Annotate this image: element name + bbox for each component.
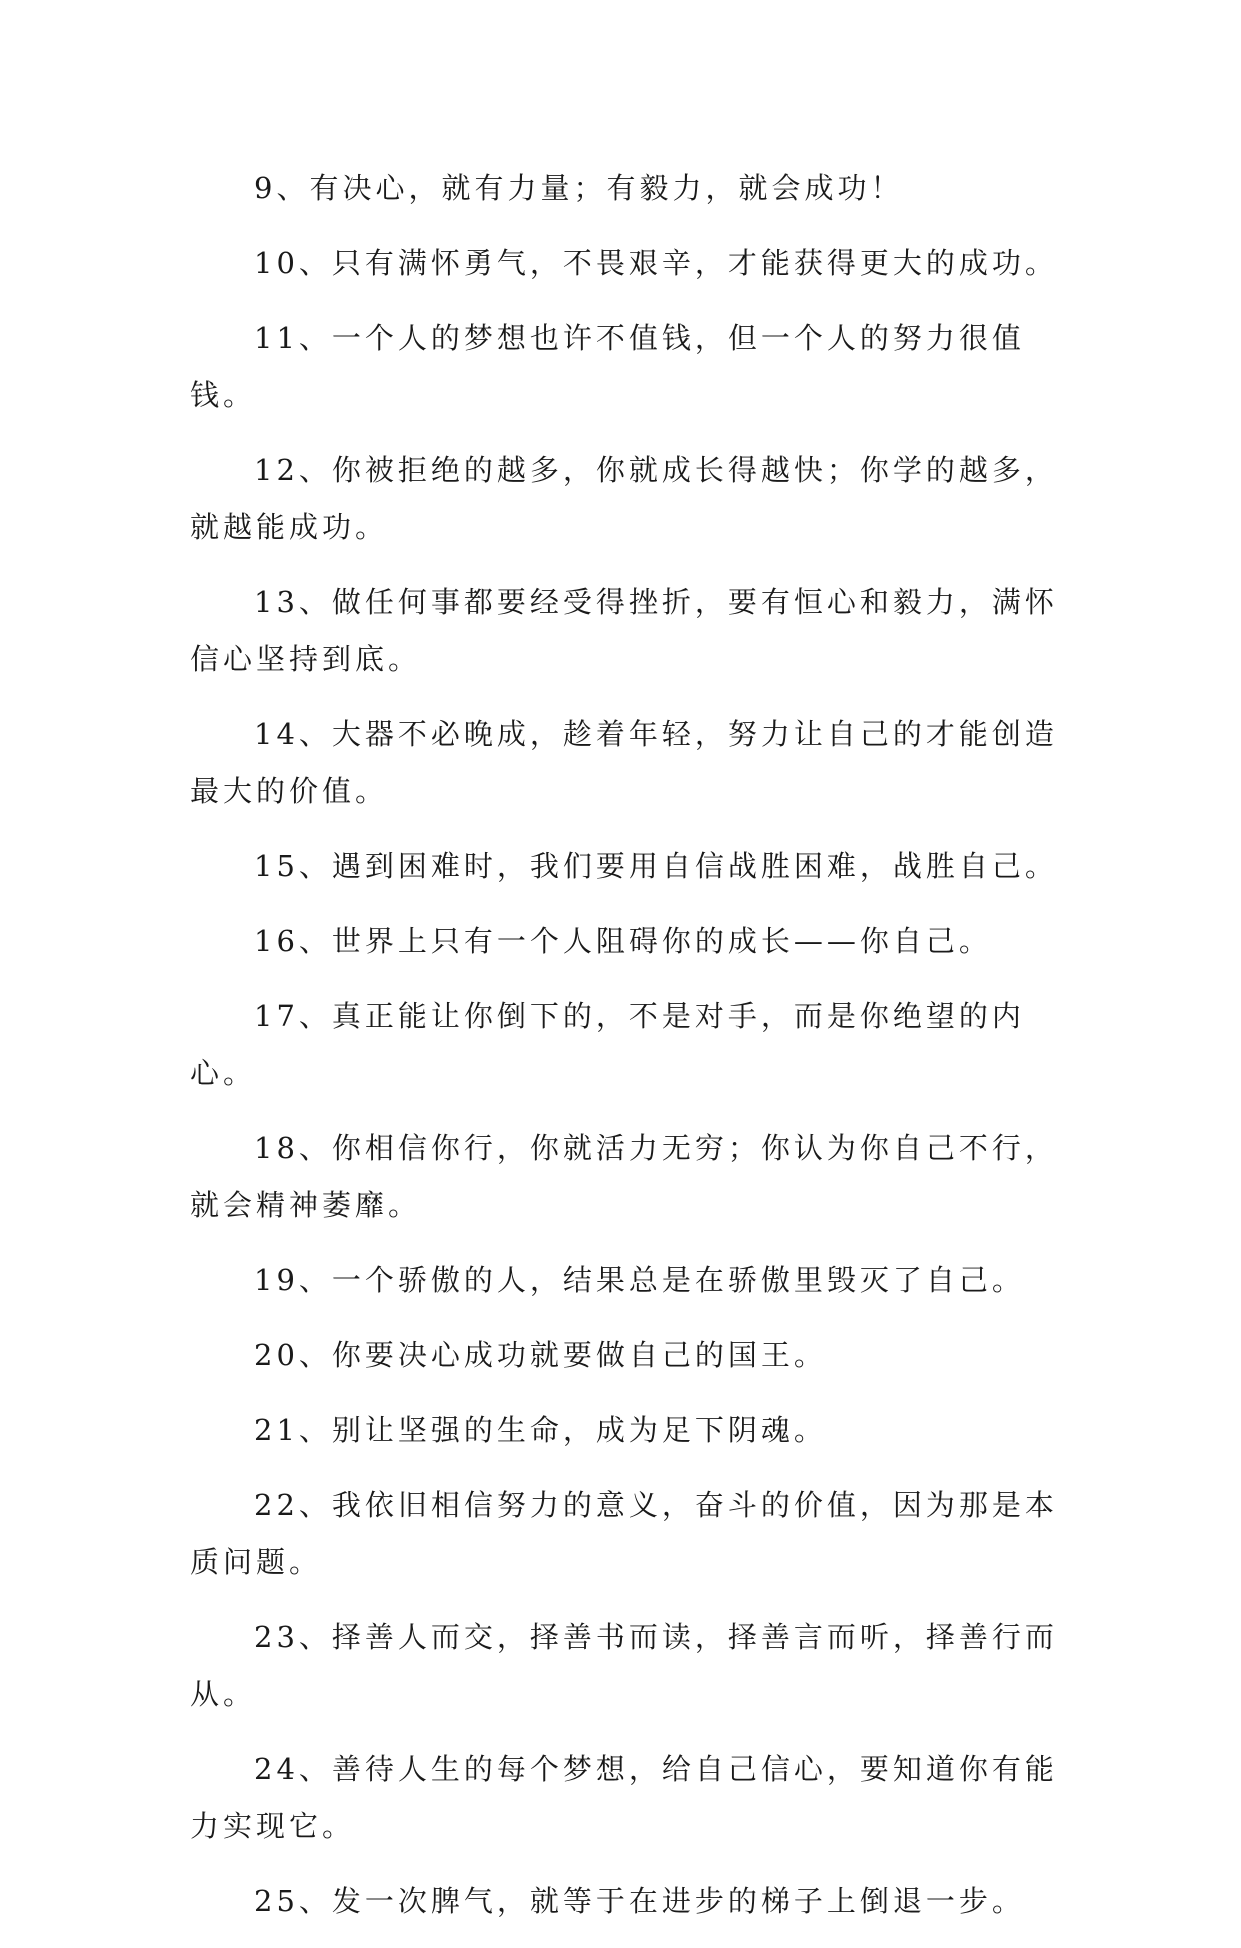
list-item: 20、你要决心成功就要做自己的国王。	[254, 1338, 827, 1372]
list-item: 12、你被拒绝的越多，你就成长得越快；你学的越多，就越能成功。	[190, 453, 1058, 544]
list-item: 23、择善人而交，择善书而读，择善言而听，择善行而从。	[190, 1620, 1058, 1711]
list-item: 24、善待人生的每个梦想，给自己信心，要知道你有能力实现它。	[190, 1752, 1058, 1843]
document-body	[190, 160, 1070, 1948]
list-item: 22、我依旧相信努力的意义，奋斗的价值，因为那是本质问题。	[190, 1488, 1058, 1579]
list-item: 10、只有满怀勇气，不畏艰辛，才能获得更大的成功。	[254, 246, 1058, 280]
list-item: 17、真正能让你倒下的，不是对手，而是你绝望的内心。	[190, 999, 1025, 1090]
list-item: 25、发一次脾气，就等于在进步的梯子上倒退一步。	[254, 1884, 1025, 1918]
list-item: 16、世界上只有一个人阻碍你的成长——你自己。	[254, 924, 992, 958]
list-item: 15、遇到困难时，我们要用自信战胜困难，战胜自己。	[254, 849, 1058, 883]
list-item: 13、做任何事都要经受得挫折，要有恒心和毅力，满怀信心坚持到底。	[190, 585, 1058, 676]
list-item: 19、一个骄傲的人，结果总是在骄傲里毁灭了自己。	[254, 1263, 1025, 1297]
list-item: 9、有决心，就有力量；有毅力，就会成功！	[254, 171, 904, 205]
list-item: 11、一个人的梦想也许不值钱，但一个人的努力很值钱。	[190, 321, 1025, 412]
list-item: 14、大器不必晚成，趁着年轻，努力让自己的才能创造最大的价值。	[190, 717, 1058, 808]
list-item: 21、别让坚强的生命，成为足下阴魂。	[254, 1413, 827, 1447]
list-item: 18、你相信你行，你就活力无穷；你认为你自己不行，就会精神萎靡。	[190, 1131, 1058, 1222]
